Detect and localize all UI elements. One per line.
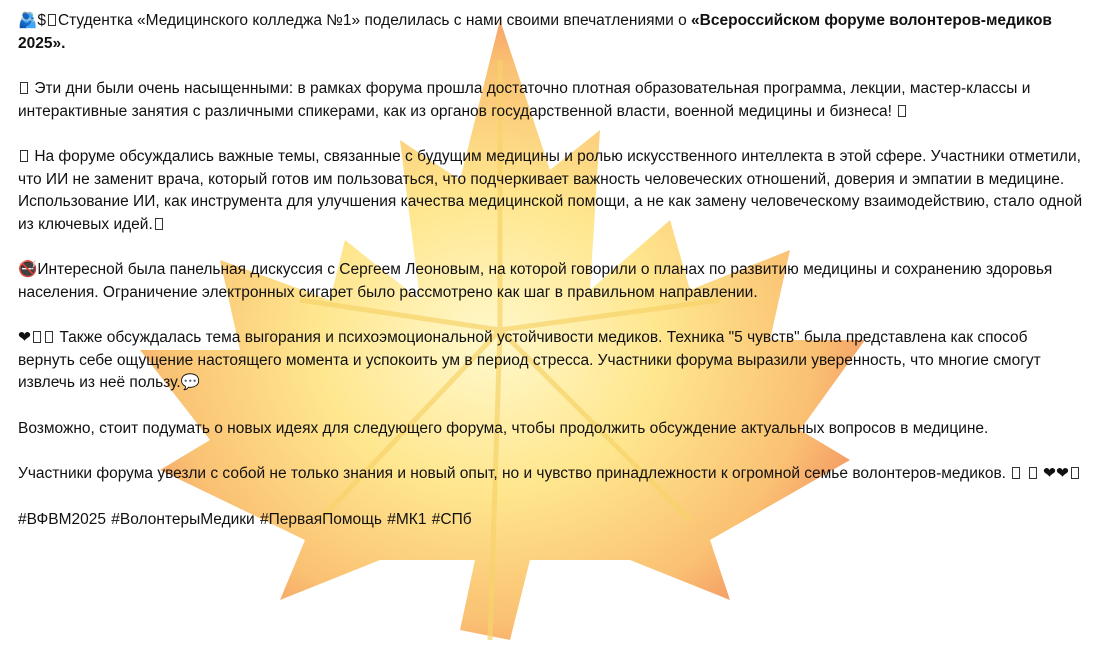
heart-icon: ❤ (18, 329, 31, 346)
post-paragraph-panel: 🚭Интересной была панельная дискуссия с Сергеем Леоновым, на которой говорили о планах по развитию медицины и сохранению здоровья населения. Ограничение электронных сигарет было рассмотрено как шаг в правильном направлении. (18, 261, 1053, 301)
post-paragraph-future: Возможно, стоит подумать о новых идеях для следующего форума, чтобы продолжить обсуждение актуальных вопросов в медицине. (18, 419, 989, 437)
heart-icon: ❤ (1055, 465, 1069, 482)
post-paragraph-belonging: Участники форума увезли с собой не только знания и новый опыт, но и чувство принадлежности к огромной семье волонтеров-медиков. ❤❤ (18, 463, 1088, 486)
dollar-sign-icon: $ (37, 12, 46, 29)
post-body (18, 10, 1088, 531)
missing-glyph-icon (45, 331, 53, 343)
post-paragraph-ai: На форуме обсуждались важные темы, связанные с будущим медицины и ролью искусственного интеллекта в этой сфере. Участники отметили, что ИИ не заменит врача, который готов им пользоваться, что подчеркивает важность человеческих отношений, доверия и эмпатии в медицине. Использование ИИ, как инструмента для улучшения качества медицинской помощи, а не как замену человеческому взаимодействию, стало одной из ключевых идей. (18, 148, 1083, 233)
missing-glyph-icon (1012, 467, 1020, 479)
missing-glyph-icon (48, 14, 56, 26)
heart-icon: ❤ (1042, 465, 1056, 482)
post-paragraph-program: Эти дни были очень насыщенными: в рамках форума прошла достаточно плотная образовательная программа, лекции, мастер-классы и интерактивные занятия с различными спикерами, как из органов государственной власти, военной медицины и бизнеса! (18, 80, 1031, 120)
speech-bubble-icon: 💬 (180, 374, 200, 391)
missing-glyph-icon (20, 82, 28, 94)
post-paragraph-intro: 🫂$ Студентка «Медицинского колледжа №1» поделилась с нами своими впечатлениями о «Всероссийском форуме волонтеров-медиков 2025». (18, 12, 1052, 52)
missing-glyph-icon (33, 331, 41, 343)
people-hugging-icon: 🫂 (18, 12, 38, 29)
missing-glyph-icon (1071, 467, 1079, 479)
missing-glyph-icon (1029, 467, 1037, 479)
missing-glyph-icon (155, 218, 163, 230)
no-smoking-icon: 🚭 (18, 261, 38, 278)
missing-glyph-icon (898, 105, 906, 117)
missing-glyph-icon (20, 150, 28, 162)
hashtags[interactable]: #ВФВМ2025 #ВолонтерыМедики #ПерваяПомощь #МК1 #СПб (18, 510, 472, 528)
forum-name: «Всероссийском форуме волонтеров-медиков 2025». (18, 12, 1052, 52)
post-paragraph-burnout: ❤ Также обсуждалась тема выгорания и психоэмоциональной устойчивости медиков. Техника "5 чувств" была представлена как способ вернуть себе ощущение настоящего момента и успокоить ум в период стресса. Участники форума выразили уверенность, что многие смогут извлечь из неё пользу.💬 (18, 327, 1088, 395)
